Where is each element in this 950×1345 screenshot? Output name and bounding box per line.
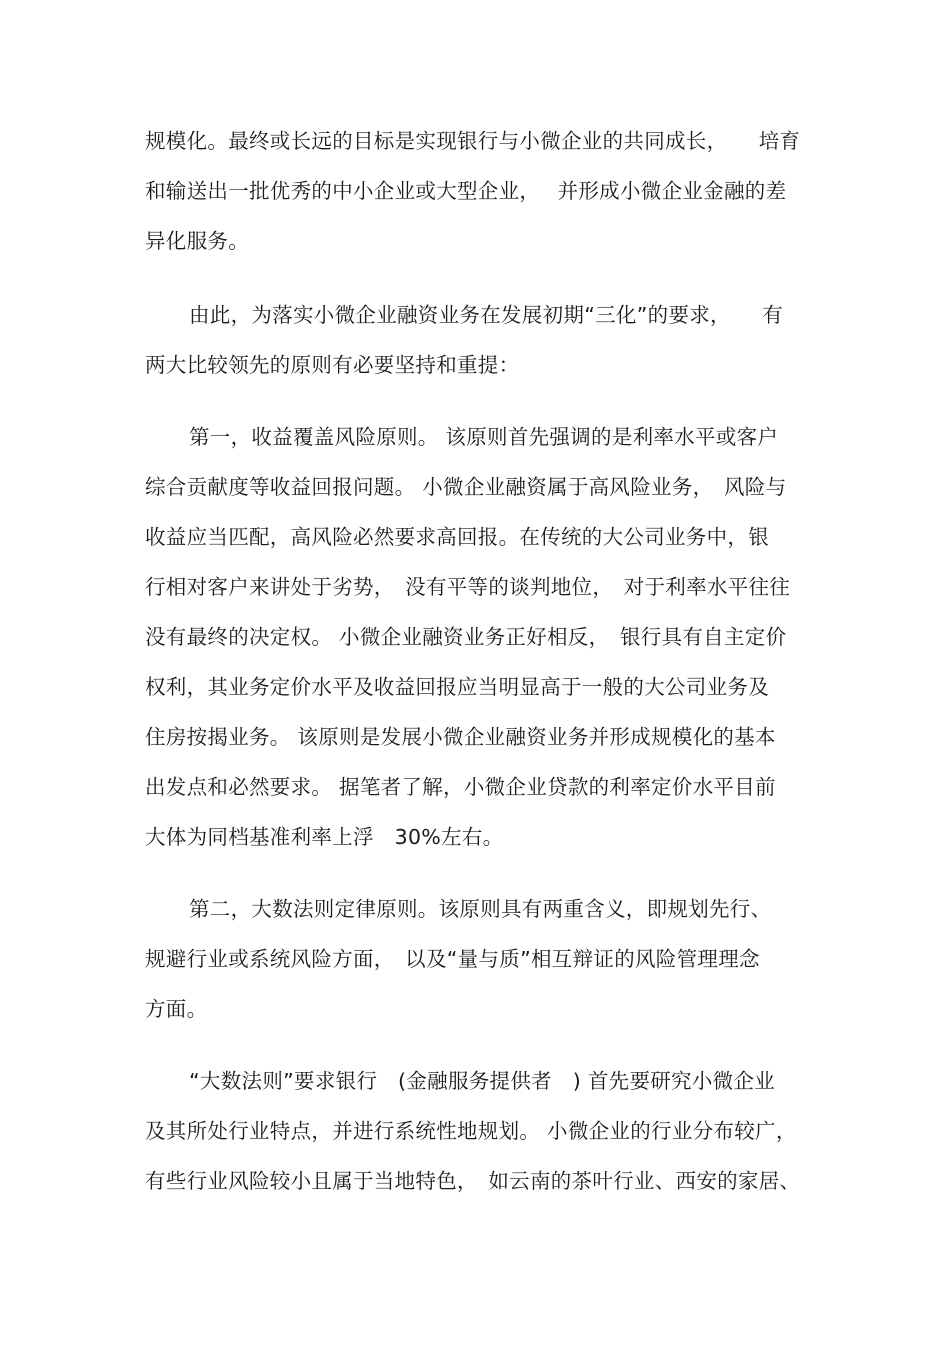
text-line-2: 和输送出一批优秀的中小企业或大型企业， 并形成小微企业金融的差 [145, 179, 787, 203]
text-line-9: 行相对客户来讲处于劣势， 没有平等的谈判地位， 对于利率水平往往 [145, 575, 791, 599]
text-line-7: 综合贡献度等收益回报问题。 小微企业融资属于高风险业务， 风险与 [145, 475, 787, 499]
text-line-17: 方面。 [145, 997, 208, 1021]
text-line-10: 没有最终的决定权。 小微企业融资业务正好相反， 银行具有自主定价 [145, 625, 787, 649]
text-line-20: 有些行业风险较小且属于当地特色， 如云南的茶叶行业、西安的家居、 [145, 1169, 801, 1193]
text-line-6: 第一，收益覆盖风险原则。 该原则首先强调的是利率水平或客户 [189, 425, 779, 449]
text-line-12: 住房按揭业务。 该原则是发展小微企业融资业务并形成规模化的基本 [145, 725, 776, 749]
text-line-11: 权利，其业务定价水平及收益回报应当明显高于一般的大公司业务及 [145, 675, 769, 699]
text-line-13: 出发点和必然要求。 据笔者了解，小微企业贷款的利率定价水平目前 [145, 775, 776, 799]
text-line-16: 规避行业或系统风险方面， 以及“量与质”相互辩证的风险管理理念 [145, 947, 760, 971]
text-line-19: 及其所处行业特点，并进行系统性地规划。 小微企业的行业分布较广， [145, 1119, 797, 1143]
text-line-4: 由此，为落实小微企业融资业务在发展初期“三化”的要求， 有 [189, 303, 783, 327]
text-line-18: “大数法则”要求银行 (金融服务提供者 ) 首先要研究小微企业 [189, 1069, 776, 1093]
text-line-5: 两大比较领先的原则有必要坚持和重提： [145, 353, 520, 377]
text-line-15: 第二，大数法则定律原则。该原则具有两重含义，即规划先行、 [189, 897, 772, 921]
text-line-3: 异化服务。 [145, 229, 249, 253]
text-line-14: 大体为同档基准利率上浮 30%左右。 [145, 825, 504, 849]
text-line-8: 收益应当匹配，高风险必然要求高回报。在传统的大公司业务中，银 [145, 525, 769, 549]
text-line-1: 规模化。最终或长远的目标是实现银行与小微企业的共同成长， 培育 [145, 129, 801, 153]
